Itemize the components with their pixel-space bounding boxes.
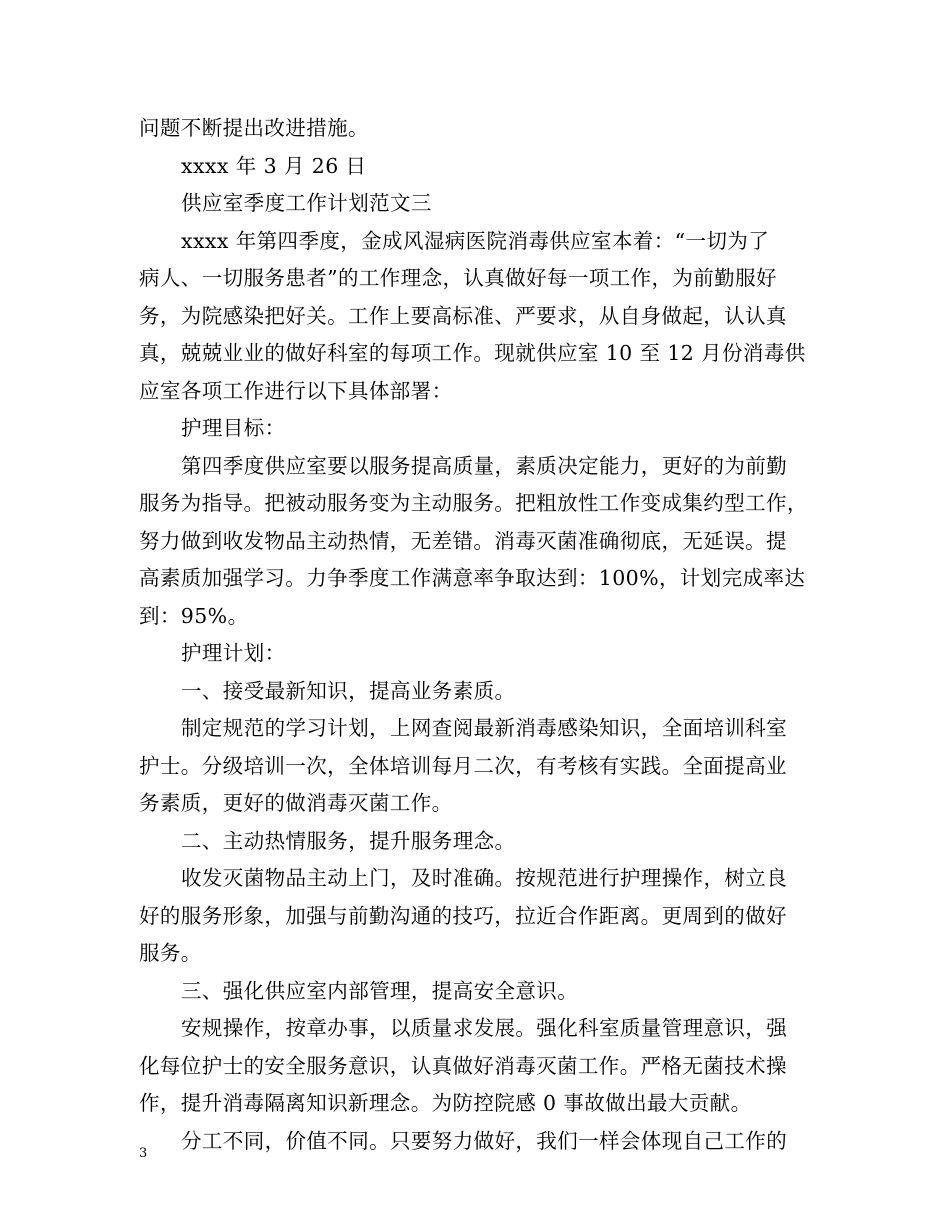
- text-line: xxxx 年 3 月 26 日: [181, 153, 367, 178]
- document-body: [139, 110, 819, 1160]
- text-line: 安规操作，按章办事，以质量求发展。强化科室质量管理意识，强: [181, 1016, 788, 1040]
- text-line: 护理目标：: [181, 416, 286, 440]
- text-line: 到：95%。: [139, 603, 249, 628]
- text-line: 好的服务形象，加强与前勤沟通的技巧，拉近合作距离。更周到的做好: [139, 903, 787, 928]
- text-line: 护士。分级培训一次，全体培训每月二次，有考核有实践。全面提高业: [139, 753, 787, 778]
- text-line: 三、强化供应室内部管理，提高安全意识。: [181, 978, 579, 1003]
- text-line: 一、接受最新知识，提高业务素质。: [181, 678, 516, 703]
- text-line: 努力做到收发物品主动热情，无差错。消毒灭菌准确彻底，无延误。提: [139, 528, 787, 553]
- text-line: 务，为院感染把好关。工作上要高标准、严要求，从自身做起，认认真: [139, 303, 787, 328]
- text-line: 分工不同，价值不同。只要努力做好，我们一样会体现自己工作的: [181, 1128, 788, 1153]
- text-line: 制定规范的学习计划，上网查阅最新消毒感染知识，全面培训科室: [181, 716, 788, 740]
- text-line: 收发灭菌物品主动上门，及时准确。按规范进行护理操作，树立良: [181, 866, 788, 890]
- text-line: xxxx 年第四季度，金成风湿病医院消毒供应室本着：“一切为了: [181, 228, 770, 253]
- text-line: 高素质加强学习。力争季度工作满意率争取达到：100%，计划完成率达: [139, 566, 806, 590]
- text-line: 病人、一切服务患者”的工作理念，认真做好每一项工作，为前勤服好: [139, 266, 777, 290]
- text-line: 真，兢兢业业的做好科室的每项工作。现就供应室 10 至 12 月份消毒供: [139, 341, 806, 365]
- text-line: 二、主动热情服务，提升服务理念。: [181, 828, 516, 853]
- page-number: 3: [139, 1146, 148, 1161]
- text-line: 供应室季度工作计划范文三: [181, 191, 432, 215]
- text-line: 服务。: [139, 941, 202, 965]
- text-line: 护理计划：: [181, 641, 286, 665]
- text-line: 作，提升消毒隔离知识新理念。为防控院感 0 事故做出最大贡献。: [139, 1091, 752, 1115]
- text-line: 服务为指导。把被动服务变为主动服务。把粗放性工作变成集约型工作，: [139, 491, 808, 515]
- text-line: 第四季度供应室要以服务提高质量，素质决定能力，更好的为前勤: [181, 453, 788, 478]
- text-line: 应室各项工作进行以下具体部署：: [139, 378, 453, 403]
- text-line: 问题不断提出改进措施。: [139, 116, 369, 140]
- text-line: 务素质，更好的做消毒灭菌工作。: [139, 791, 453, 815]
- text-line: 化每位护士的安全服务意识，认真做好消毒灭菌工作。严格无菌技术操: [139, 1053, 787, 1078]
